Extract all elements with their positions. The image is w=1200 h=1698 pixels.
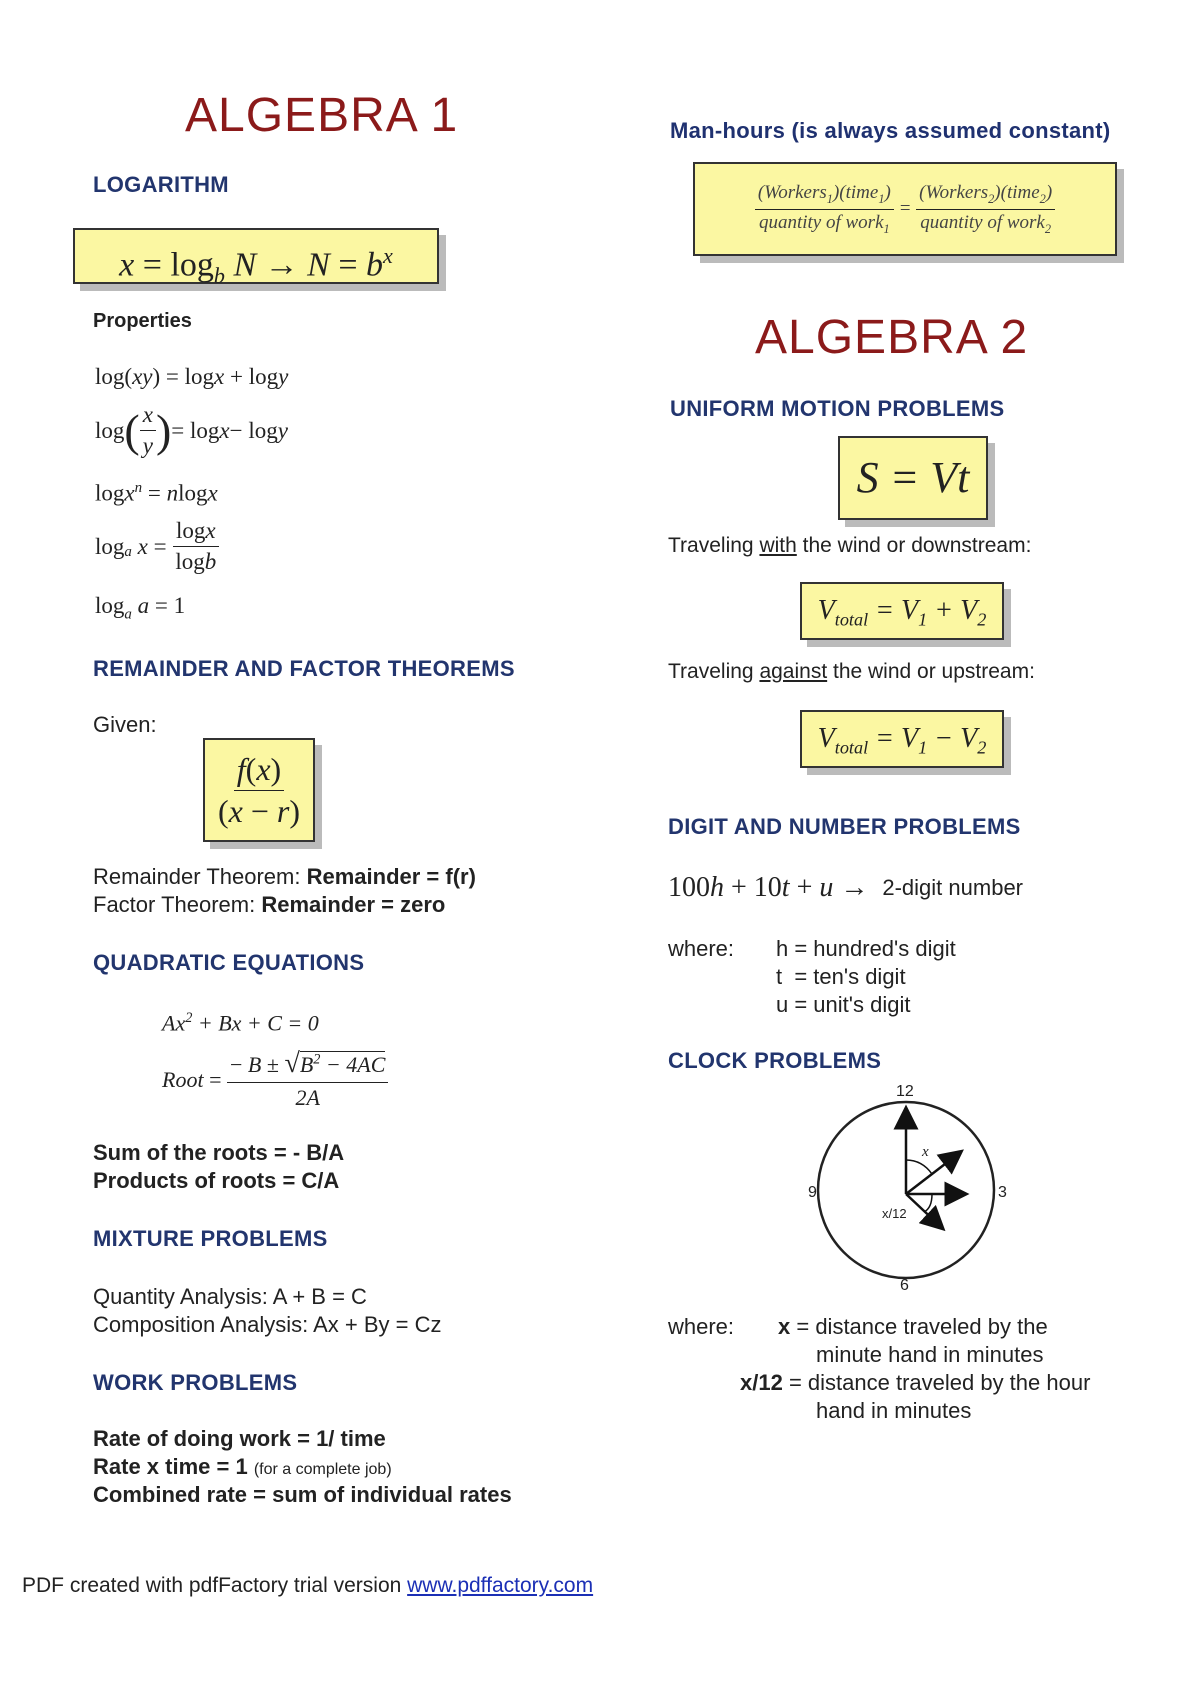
remainder-formula-box: $\frac{f(x)}{(x - r)}$: [203, 738, 315, 842]
quantity-analysis: Quantity Analysis: A + B = C: [93, 1284, 367, 1309]
factor-theorem: [93, 892, 445, 918]
product-of-roots: Products of roots = C/A: [93, 1168, 340, 1193]
manhours-heading: Man-hours (is always assumed constant): [670, 118, 1111, 143]
algebra1-title: ALGEBRA 1: [185, 89, 459, 142]
clock-label-x12: x/12: [882, 1206, 907, 1221]
remainder-theorem-value: Remainder = f(r): [306, 864, 476, 889]
clock-where: where:: [668, 1314, 735, 1339]
uniform-motion-heading: UNIFORM MOTION PROBLEMS: [670, 396, 1005, 421]
remainder-heading: REMAINDER AND FACTOR THEOREMS: [93, 656, 515, 681]
traveling-against-formula-box: $V_{total} = V_1 - V_2$: [800, 710, 1004, 768]
clock-def-x-line2: minute hand in minutes: [816, 1342, 1044, 1367]
work-combined: Combined rate = sum of individual rates: [93, 1482, 512, 1507]
properties-heading: Properties: [93, 310, 192, 332]
clock-angle-arc-x12: [924, 1194, 932, 1212]
work-heading: WORK PROBLEMS: [93, 1370, 298, 1395]
manhours-formula-box: $\frac{(Workers_1)(time_1)}{quantity of work_1}$ = $\frac{(Workers_2)(time_2)}{quantity of work_2}$: [693, 162, 1117, 256]
mixture-heading: MIXTURE PROBLEMS: [93, 1226, 328, 1251]
clock-def-x-line1: x = distance traveled by the: [778, 1314, 1048, 1339]
log-property-product: log(xy) = logx + logy: [95, 364, 289, 389]
given-label: Given:: [93, 712, 157, 737]
clock-diagram: [790, 1082, 1010, 1302]
log-property-quotient: log ( $\frac{x}{y}$ ) = log x − log y: [95, 402, 288, 458]
clock-label-6: 6: [900, 1277, 909, 1294]
with-word: with: [759, 534, 797, 557]
digit-def-t: t = ten's digit: [776, 964, 906, 989]
clock-heading: CLOCK PROBLEMS: [668, 1048, 882, 1073]
clock-def-x12-line2: hand in minutes: [816, 1398, 972, 1423]
clock-def-x12-line1: x/12 = distance traveled by the hour: [740, 1370, 1091, 1395]
work-rate-time: [93, 1454, 392, 1480]
digit-formula: 100h + 10t + u → 2-digit number: [668, 872, 1024, 903]
clock-def-x-key: x: [778, 1314, 791, 1339]
quadratic-equation: $Ax^2 + Bx + C = 0$: [162, 1010, 319, 1036]
remainder-theorem: [93, 864, 476, 890]
log-property-power: logx$^n$ = nlogx: [95, 480, 218, 506]
clock-label-9: 9: [808, 1184, 817, 1201]
factor-theorem-value: Remainder = zero: [261, 892, 446, 917]
logarithm-heading: LOGARITHM: [93, 172, 229, 197]
clock-angle-arc-x: [906, 1160, 932, 1174]
clock-hour-hand: [906, 1194, 940, 1226]
logarithm-formula-box: $x = \log_b N \to N = b^x$: [73, 228, 439, 284]
digit-def-h: h = hundred's digit: [776, 936, 956, 961]
traveling-against-text: Traveling against the wind or upstream:: [668, 660, 1035, 683]
clock-label-x: x: [922, 1144, 929, 1160]
uniform-motion-formula-box: S = Vt: [838, 436, 988, 520]
digit-where: where:: [668, 936, 735, 961]
clock-def-x12-key: x/12: [740, 1370, 783, 1395]
remainder-theorem-label: Remainder Theorem:: [93, 864, 301, 889]
log-property-identity: $\log_a a = 1$: [95, 593, 186, 623]
footer-text: PDF created with pdfFactory trial version: [22, 1574, 408, 1597]
composition-analysis: Composition Analysis: Ax + By = Cz: [93, 1312, 442, 1337]
quadratic-heading: QUADRATIC EQUATIONS: [93, 950, 365, 975]
traveling-with-formula-box: $V_{total} = V_1 + V_2$: [800, 582, 1004, 640]
factor-theorem-label: Factor Theorem:: [93, 892, 256, 917]
work-rate: Rate of doing work = 1/ time: [93, 1426, 386, 1451]
traveling-with-text: Traveling with the wind or downstream:: [668, 534, 1032, 557]
digit-heading: DIGIT AND NUMBER PROBLEMS: [668, 814, 1021, 839]
work-rate-time-note: (for a complete job): [253, 1461, 392, 1478]
clock-label-3: 3: [998, 1184, 1007, 1201]
work-rate-time-text: Rate x time = 1: [93, 1454, 248, 1479]
algebra2-title: ALGEBRA 2: [755, 311, 1029, 364]
digit-formula-note: 2-digit number: [882, 875, 1024, 900]
clock-label-12: 12: [896, 1083, 914, 1100]
against-word: against: [759, 660, 828, 683]
digit-def-u: u = unit's digit: [776, 992, 911, 1017]
quadratic-root-formula: Root = $\frac{- B \pm √B^2 - 4AC}{2A}$: [162, 1048, 388, 1111]
log-property-change-base: log a x = $\frac{\log x}{\log b}$: [95, 518, 219, 575]
sum-of-roots: Sum of the roots = - B/A: [93, 1140, 345, 1165]
footer: [22, 1574, 593, 1598]
footer-link[interactable]: www.pdffactory.com: [407, 1574, 594, 1597]
